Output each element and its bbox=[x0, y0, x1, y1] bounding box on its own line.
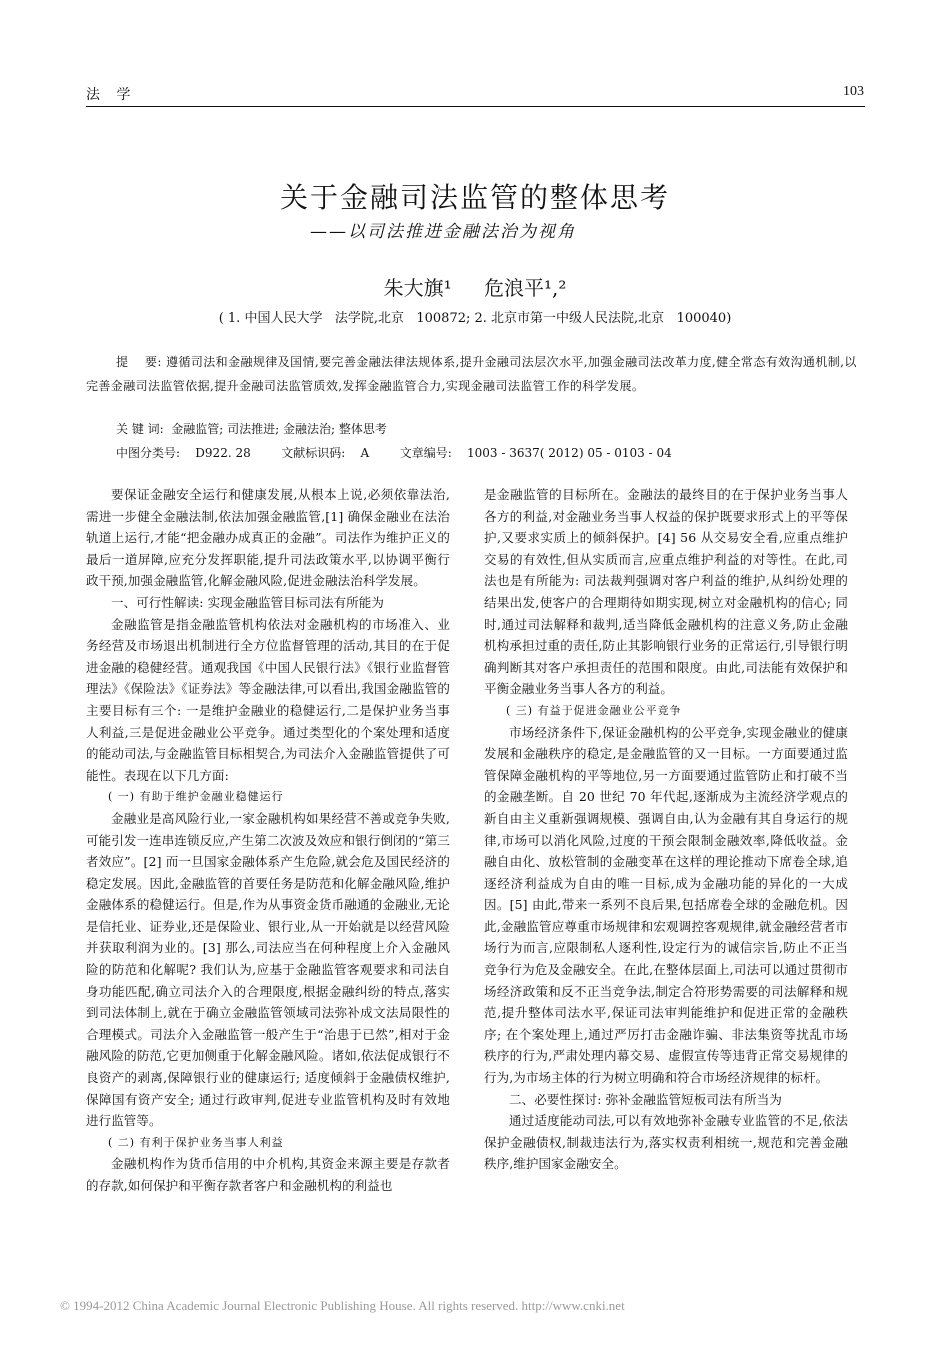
paragraph: 要保证金融安全运行和健康发展,从根本上说,必须依靠法治,需进一步健全金融法制,依法加强金融监管,[1] 确保金融业在法治轨道上运行,才能“把金融办成真正的金融”。司法作为维护正义的最后一道屏障,应充分发挥职能,提升司法政策水平,以协调平衡行政干预,加强金融监管,化解金融风险,促进金融法治科学发展。 bbox=[86, 487, 450, 589]
page-number: 103 bbox=[843, 84, 864, 99]
paragraph: 金融监管是指金融监管机构依法对金融机构的市场准入、业务经营及市场退出机制进行全方位监督管理的活动,其目的在于促进金融的稳健经营。通观我国《中国人民银行法》《银行业监督管理法》《保险法》《证券法》等金融法律,可以看出,我国金融监管的主要目标有三个: 一是维护金融业的稳健运行,二是保护业务当事人利益,三是促进金融业公平竞争。通过类型化的个案处理和适度的能动司法,与金融监管目标相契合,为司法介入金融监管提供了可能性。表现在以下几方面: bbox=[86, 616, 450, 783]
subsection-heading: ( 三) 有益于促进金融业公平竞争 bbox=[506, 703, 682, 717]
keywords: 关 键 词: 金融监管; 司法推进; 金融法治; 整体思考 bbox=[116, 422, 387, 436]
article-subtitle: ——以司法推进金融法治为视角 bbox=[310, 222, 576, 242]
affiliations: ( 1. 中国人民大学 法学院,北京 100872; 2. 北京市第一中级人民法院,北京 100040) bbox=[218, 311, 732, 326]
body-column-right bbox=[484, 484, 848, 1175]
section-heading: 二、必要性探讨: 弥补金融监管短板司法有所当为 bbox=[509, 1091, 782, 1107]
subsection-heading: ( 二) 有利于保护业务当事人利益 bbox=[108, 1135, 284, 1149]
copyright-footer: © 1994-2012 China Academic Journal Electronic Publishing House. All rights reserved. http://www.cnki.net bbox=[60, 1298, 625, 1313]
paragraph: 金融业是高风险行业,一家金融机构如果经营不善或竞争失败,可能引发一连串连锁反应,产生第二次波及效应和银行倒闭的“第三者效应”。[2] 而一旦国家金融体系产生危险,就会危及国民经济的稳定发展。因此,金融监管的首要任务是防范和化解金融风险,维护金融体系的稳健运行。但是,作为从事资金货币融通的金融业,无论是信托业、证券业,还是保险业、银行业,从一开始就是以经营风险并获取利润为业的。[3] 那么,司法应当在何种程度上介入金融风险的防范和化解呢? 我们认为,应基于金融监管客观要求和司法自身功能匹配,确立司法介入的合理限度,根据金融纠纷的特点,落实到司法体制上,就在于确立金融监管领域司法弥补成文法局限性的合理模式。司法介入金融监管一般产生于“治患于已然”,相对于金融风险的防范,它更加侧重于化解金融风险。诸如,依法促成银行不良资产的剥离,保障银行业的健康运行; 适度倾斜于金融债权维护,保障国有资产安全; 通过行政审判,促进专业监管机构及时有效地进行监管等。 bbox=[86, 810, 450, 1129]
abstract: 提 要: 遵循司法和金融规律及国情,要完善金融法律法规体系,提升金融司法层次水平,加强金融司法改革力度,健全常态有效沟通机制,以完善金融司法监管依据,提升金融司法监管质效,发挥金融监管合力,实现金融司法监管工作的科学发展。 bbox=[86, 355, 857, 393]
paragraph: 市场经济条件下,保证金融机构的公平竞争,实现金融业的健康发展和金融秩序的稳定,是金融监管的又一目标。一方面要通过监管保障金融机构的平等地位,另一方面要通过监管防止和打破不当的金融垄断。自 20 世纪 70 年代起,逐渐成为主流经济学观点的新自由主义重新强调规模、强调自由,认为金融有其自身运行的规律,市场可以消化风险,过度的干预会限制金融效率,降低收益。金融自由化、放松管制的金融变革在这样的理论推动下席卷全球,追逐经济利益成为自由的唯一目标,成为金融功能的异化的一大成因。[5] 由此,带来一系列不良后果,包括席卷全球的金融危机。因此,金融监管应尊重市场规律和宏观调控客观规律,就金融经营者市场行为而言,应限制私人逐利性,设定行为的诚信宗旨,防止不正当竞争行为危及金融安全。在此,在整体层面上,司法可以通过贯彻市场经济政策和反不正当竞争法,制定合符形势需要的司法解释和规范,提升整体司法水平,保证司法审判能维护和促进正常的金融秩序; 在个案处理上,通过严厉打击金融诈骗、非法集资等扰乱市场秩序的行为,严肃处理内幕交易、虚假宣传等违背正常交易规律的行为,为市场主体的行为树立明确和符合市场经济规律的标杆。 bbox=[484, 724, 848, 1086]
header-rule bbox=[86, 106, 865, 107]
journal-name: 法 学 bbox=[86, 87, 137, 103]
classification-line: 中图分类号: D922. 28 文献标识码: A 文章编号: 1003 - 3637( 2012) 05 - 0103 - 04 bbox=[116, 446, 672, 460]
body-column-left bbox=[86, 484, 450, 1197]
paragraph: 通过适度能动司法,可以有效地弥补金融专业监管的不足,依法保护金融债权,制裁违法行为,落实权责利相统一,规范和完善金融秩序,维护国家金融安全。 bbox=[484, 1113, 848, 1172]
authors: 朱大旗¹ 危浪平¹,² bbox=[383, 276, 567, 300]
paragraph: 金融机构作为货币信用的中介机构,其资金来源主要是存款者的存款,如何保护和平衡存款者客户和金融机构的利益也 bbox=[86, 1156, 450, 1193]
paragraph: 是金融监管的目标所在。金融法的最终目的在于保护业务当事人各方的利益,对金融业务当事人权益的保护既要求形式上的平等保护,又要求实质上的倾斜保护。[4] 56 从交易安全看,应重点维护交易的有效性,但从实质而言,应重点维护利益的对等性。在此,司法也是有所能为: 司法裁判强调对客户利益的维护,从纠纷处理的结果出发,使客户的合理期待如期实现,树立对金融机构的信心; 同时,通过司法解释和裁判,适当降低金融机构的注意义务,防止金融机构承担过重的责任,防止其影响银行业务的正常运行,引导银行明确判断其对客户承担责任的范围和限度。由此,司法能有效保护和平衡金融业务当事人各方的利益。 bbox=[484, 487, 848, 697]
subsection-heading: ( 一) 有助于维护金融业稳健运行 bbox=[108, 790, 284, 804]
section-heading: 一、可行性解读: 实现金融监管目标司法有所能为 bbox=[111, 594, 384, 610]
article-title: 关于金融司法监管的整体思考 bbox=[279, 181, 670, 214]
